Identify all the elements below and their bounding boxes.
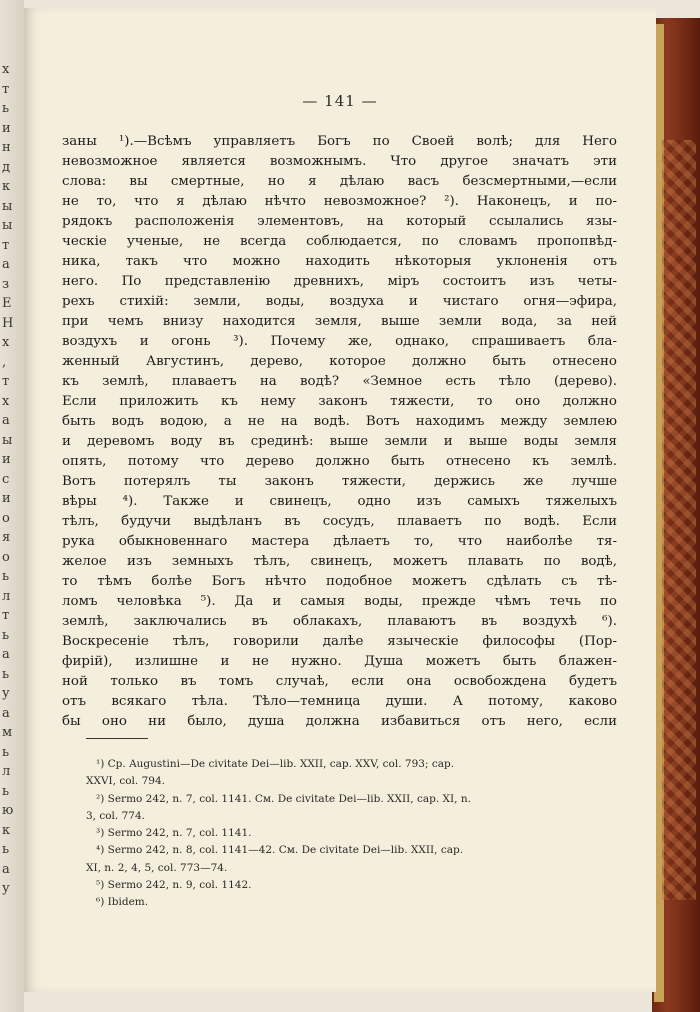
facing-page-fragment: и [2,120,11,136]
text-line: землѣ, заключались въ облакахъ, плаваютъ въ воздухѣ ⁶). [62,614,617,629]
footnote-line: ⁵) Sermo 242, n. 9, col. 1142. [96,879,252,892]
text-line: ломъ человѣка ⁵). Да и самыя воды, прежде чѣмъ течь по [62,594,617,609]
facing-page-fragment: и [2,452,11,467]
text-line: рука обыкновеннаго мастера дѣлаетъ то, что наиболѣе тя- [62,534,617,549]
facing-page-fragment: ь [2,101,10,116]
facing-page-fragment: ы [2,432,13,448]
facing-page-text [2,60,24,899]
facing-page-fragment: а [2,257,10,272]
facing-page-edge [0,0,24,1012]
footnote-line: XXVI, col. 794. [86,775,165,788]
facing-page-fragment: х [2,335,10,350]
facing-page-fragment: н [2,140,11,155]
facing-page-fragment: т [2,374,10,389]
text-line: быть водъ водою, а не на водѣ. Вотъ находимъ между землею [62,414,617,429]
facing-page-fragment: Н [2,315,14,331]
facing-page-fragment: к [2,179,11,194]
facing-page-fragment: ь [2,783,10,799]
footnote-line: XI, n. 2, 4, 5, col. 773—74. [86,861,228,874]
footnote-line: ²) Sermo 242, n. 7, col. 1141. См. De civitate Dei—lib. XXII, cap. XI, n. [96,792,471,805]
facing-page-fragment: о [2,510,10,526]
facing-page-fragment: с [2,471,10,487]
footnote-rule [86,738,148,739]
facing-page-fragment: т [2,81,10,97]
facing-page-fragment: ы [2,218,13,233]
facing-page-fragment: к [2,822,11,838]
footnote-line: 3, col. 774. [86,809,145,822]
book-page [24,8,656,992]
text-line: при чемъ внизу находится земля, выше земли вода, за ней [62,314,617,329]
facing-page-fragment: ь [2,842,10,857]
facing-page-fragment: ь [2,666,10,682]
text-line: не то, что я дѣлаю нѣчто невозможное? ²). Наконецъ, и по- [62,194,617,209]
facing-page-fragment: т [2,608,10,623]
facing-page-fragment: д [2,159,11,175]
facing-page-fragment: ь [2,744,10,760]
page-number: — 141 — [302,92,378,110]
text-line: невозможное является возможнымъ. Что другое значатъ эти [62,154,617,169]
text-line: рехъ стихій: земли, воды, воздуха и чистаго огня—эфира, [62,294,617,309]
text-line: фирій), излишне и не нужно. Душа можетъ быть блажен- [62,654,617,669]
text-line: слова: вы смертные, но я дѣлаю васъ безсмертными,—если [62,174,617,189]
footnote-line: ⁶) Ibidem. [96,896,149,909]
facing-page-fragment: о [2,549,10,565]
footnote-line: ³) Sermo 242, n. 7, col. 1141. [96,827,252,840]
facing-page-fragment: а [2,705,10,721]
text-line: бы оно ни было, душа должна избавиться отъ него, если [62,714,617,729]
text-line: то тѣмъ болѣе Богъ нѣчто подобное можетъ сдѣлать съ тѣ- [62,574,617,589]
facing-page-fragment: я [2,530,11,545]
text-line: ной только въ томъ случаѣ, если она освобождена будетъ [62,674,617,689]
text-line: вѣры ⁴). Также и свинецъ, одно изъ самыхъ тяжелыхъ [62,494,617,509]
facing-page-fragment: ь [2,569,10,584]
facing-page-fragment: м [2,725,13,740]
facing-page-fragment: а [2,413,10,428]
text-line: Воскресеніе тѣлъ, говорили далѣе языческіе философы (Пор- [62,634,617,649]
facing-page-fragment: ю [2,803,14,818]
facing-page-fragment: л [2,588,11,604]
footnote-line: ⁴) Sermo 242, n. 8, col. 1141—42. См. De civitate Dei—lib. XXII, cap. [96,844,464,857]
text-line: ника, такъ что можно находить нѣкоторыя уклоненія отъ [62,254,617,269]
text-line: воздухъ и огонь ³). Почему же, однако, спрашиваетъ бла- [62,334,617,349]
footnote-line: ¹) Ср. Augustini—De civitate Dei—lib. XXII, cap. XXV, col. 793; cap. [96,758,455,770]
cover-pattern [662,140,696,900]
text-line: Вотъ потерялъ ты законъ тяжести, держись же лучше [62,474,617,489]
facing-page-fragment: а [2,861,10,877]
text-line: желое изъ земныхъ тѣлъ, свинецъ, можетъ плавать по водѣ, [62,554,617,569]
footnotes [86,756,606,912]
body-text [62,132,617,732]
text-line: тѣлъ, будучи выдѣланъ въ сосудъ, плаваетъ по водѣ. Если [62,514,617,529]
text-line: женный Августинъ, дерево, которое должно быть отнесено [62,354,617,369]
text-line: къ землѣ, плаваетъ на водѣ? «Земное есть тѣло (дерево). [62,374,617,389]
facing-page-fragment: х [2,393,10,409]
text-line: опять, потому что дерево должно быть отнесено къ землѣ. [62,454,617,469]
facing-page-fragment: Е [2,296,12,311]
facing-page-fragment: и [2,491,11,506]
facing-page-fragment: л [2,764,11,779]
facing-page-fragment: ь [2,627,10,643]
facing-page-fragment: ы [2,198,13,214]
text-line: Если приложить къ нему законъ тяжести, то оно должно [62,394,617,409]
facing-page-fragment: у [2,881,10,896]
text-line: рядокъ расположенія элементовъ, на который ссылались язы- [62,214,617,229]
facing-page-fragment: з [2,276,10,292]
text-line: отъ всякаго тѣла. Тѣло—темница души. А потому, каково [62,694,617,709]
facing-page-fragment: , [2,354,7,370]
facing-page-fragment: т [2,237,10,253]
text-line: него. По представленію древнихъ, міръ состоитъ изъ четы- [62,274,617,289]
facing-page-fragment: у [2,686,10,701]
facing-page-fragment: х [2,62,10,77]
text-line: заны ¹).—Всѣмъ управляетъ Богъ по Своей волѣ; для Него [62,134,617,149]
text-line: и деревомъ воду въ срединѣ: выше земли и выше воды земля [62,434,617,449]
facing-page-fragment: а [2,647,10,662]
text-line: ческіе ученые, не всегда соблюдается, по словамъ пропопвѣд- [62,234,617,249]
